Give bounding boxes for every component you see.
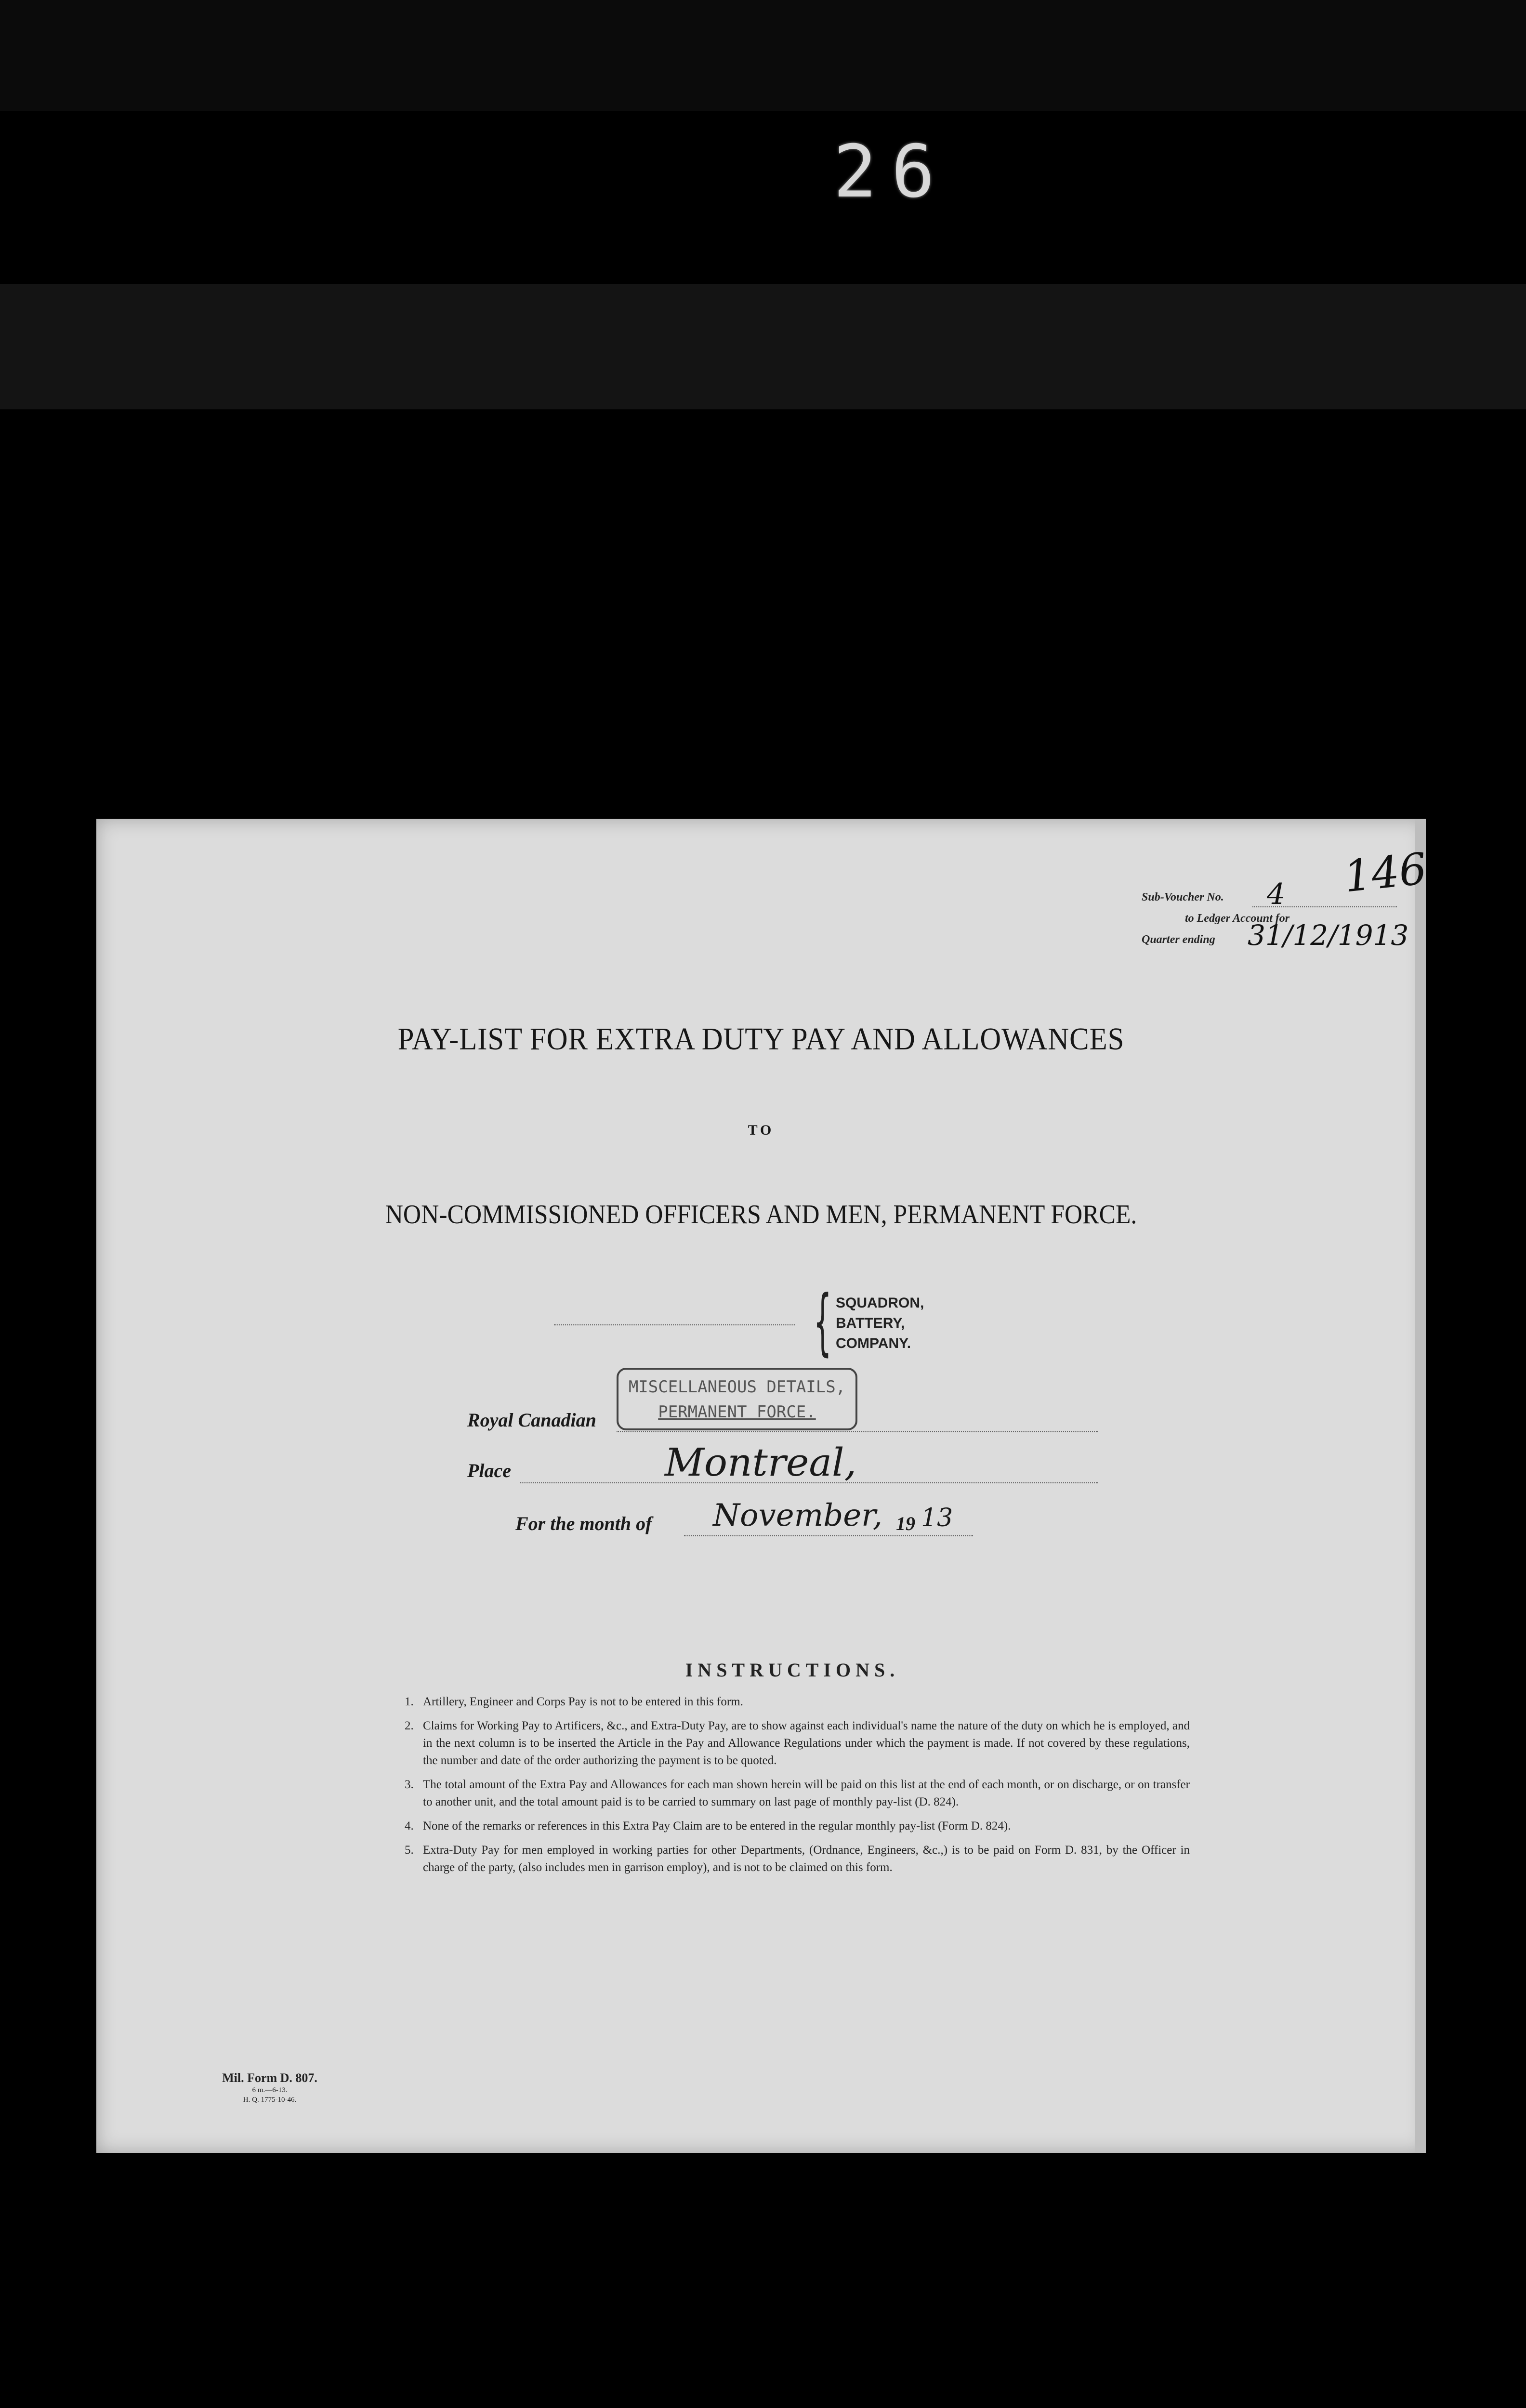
frame-number: 26 [833,130,949,214]
unit-type-company: COMPANY. [836,1335,911,1351]
voucher-block [1142,877,1411,955]
instruction-number: 2. [405,1719,414,1732]
form-print-line-2: H. Q. 1775-10-46. [243,2096,297,2104]
subvoucher-label: Sub-Voucher No. [1142,891,1224,903]
ledger-label: to Ledger Account for [1185,912,1290,925]
instruction-number: 3. [405,1778,414,1791]
instruction-text: Artillery, Engineer and Corps Pay is not to be entered in this form. [423,1695,743,1708]
form-number-block [202,2071,337,2105]
document-subtitle: NON-COMMISSIONED OFFICERS AND MEN, PERMANENT FORCE. [385,1200,1137,1230]
year-suffix: 13 [921,1504,953,1532]
instruction-text: The total amount of the Extra Pay and Allowances for each man shown herein will be paid on this list at the end of each month, or on discharge, or on transfer to another unit, and the total amount paid is to be carried to summary on last page of monthly pay-list (D. 824). [423,1778,1190,1808]
stamp-line-2: PERMANENT FORCE. [658,1402,816,1422]
instruction-item [395,1818,1190,1835]
unit-name-line [554,1324,795,1325]
instruction-number: 4. [405,1819,414,1832]
instructions-heading: INSTRUCTIONS. [685,1659,900,1681]
paylist-sheet [96,819,1429,2153]
film-top-band [0,0,1526,111]
subvoucher-line [1252,906,1397,907]
month-label: For the month of [515,1513,652,1534]
stamp-line-1: MISCELLANEOUS DETAILS, [628,1377,846,1397]
place-value: Montreal, [665,1440,857,1485]
title-to: TO [748,1122,775,1138]
unit-types [836,1293,924,1354]
instruction-item [395,1693,1190,1711]
instruction-text: Extra-Duty Pay for men employed in working parties for other Departments, (Ordnance, Engineers, &c.,) is to be paid on Form D. 831, by the Officer in charge of the party, (also includes men in garrison employ), and is not to be claimed on this form. [423,1844,1190,1874]
unit-type-squadron: SQUADRON, [836,1295,924,1311]
month-value: November, [713,1498,882,1533]
unit-stamp [617,1368,857,1430]
instruction-item [395,1717,1190,1769]
year-prefix: 19 [896,1513,915,1534]
document-title: PAY-LIST FOR EXTRA DUTY PAY AND ALLOWANCES [397,1021,1125,1057]
instruction-item [395,1776,1190,1811]
form-print-line-1: 6 m.—6-13. [252,2086,288,2094]
instructions-section [395,1659,1190,1883]
instruction-text: None of the remarks or references in this Extra Pay Claim are to be entered in the regular monthly pay-list (Form D. 824). [423,1819,1011,1832]
unit-type-battery: BATTERY, [836,1315,905,1331]
film-dark-band [0,284,1526,409]
instruction-number: 5. [405,1844,414,1857]
royal-canadian-label: Royal Canadian [467,1409,596,1431]
form-number: Mil. Form D. 807. [222,2071,317,2085]
subvoucher-number: 4 [1267,877,1286,911]
instruction-item [395,1842,1190,1876]
sheet-edge [1415,819,1426,2153]
brace-icon: { [813,1280,832,1364]
quarter-ending-value: 31/12/1913 [1248,919,1409,952]
quarter-label: Quarter ending [1142,933,1215,946]
month-line [684,1535,973,1536]
royal-canadian-line [617,1431,1098,1432]
folio-number: 146 [1341,843,1429,903]
place-label: Place [467,1460,512,1481]
instruction-text: Claims for Working Pay to Artificers, &c., and Extra-Duty Pay, are to show against each individual's name the nature of the duty on which he is employed, and in the next column is to be inserted the Article in the Pay and Allowance Regulations under which the payment is made. If not covered by these regulations, the number and date of the order authorizing the payment is to be quoted. [423,1719,1190,1767]
instruction-number: 1. [405,1695,414,1708]
